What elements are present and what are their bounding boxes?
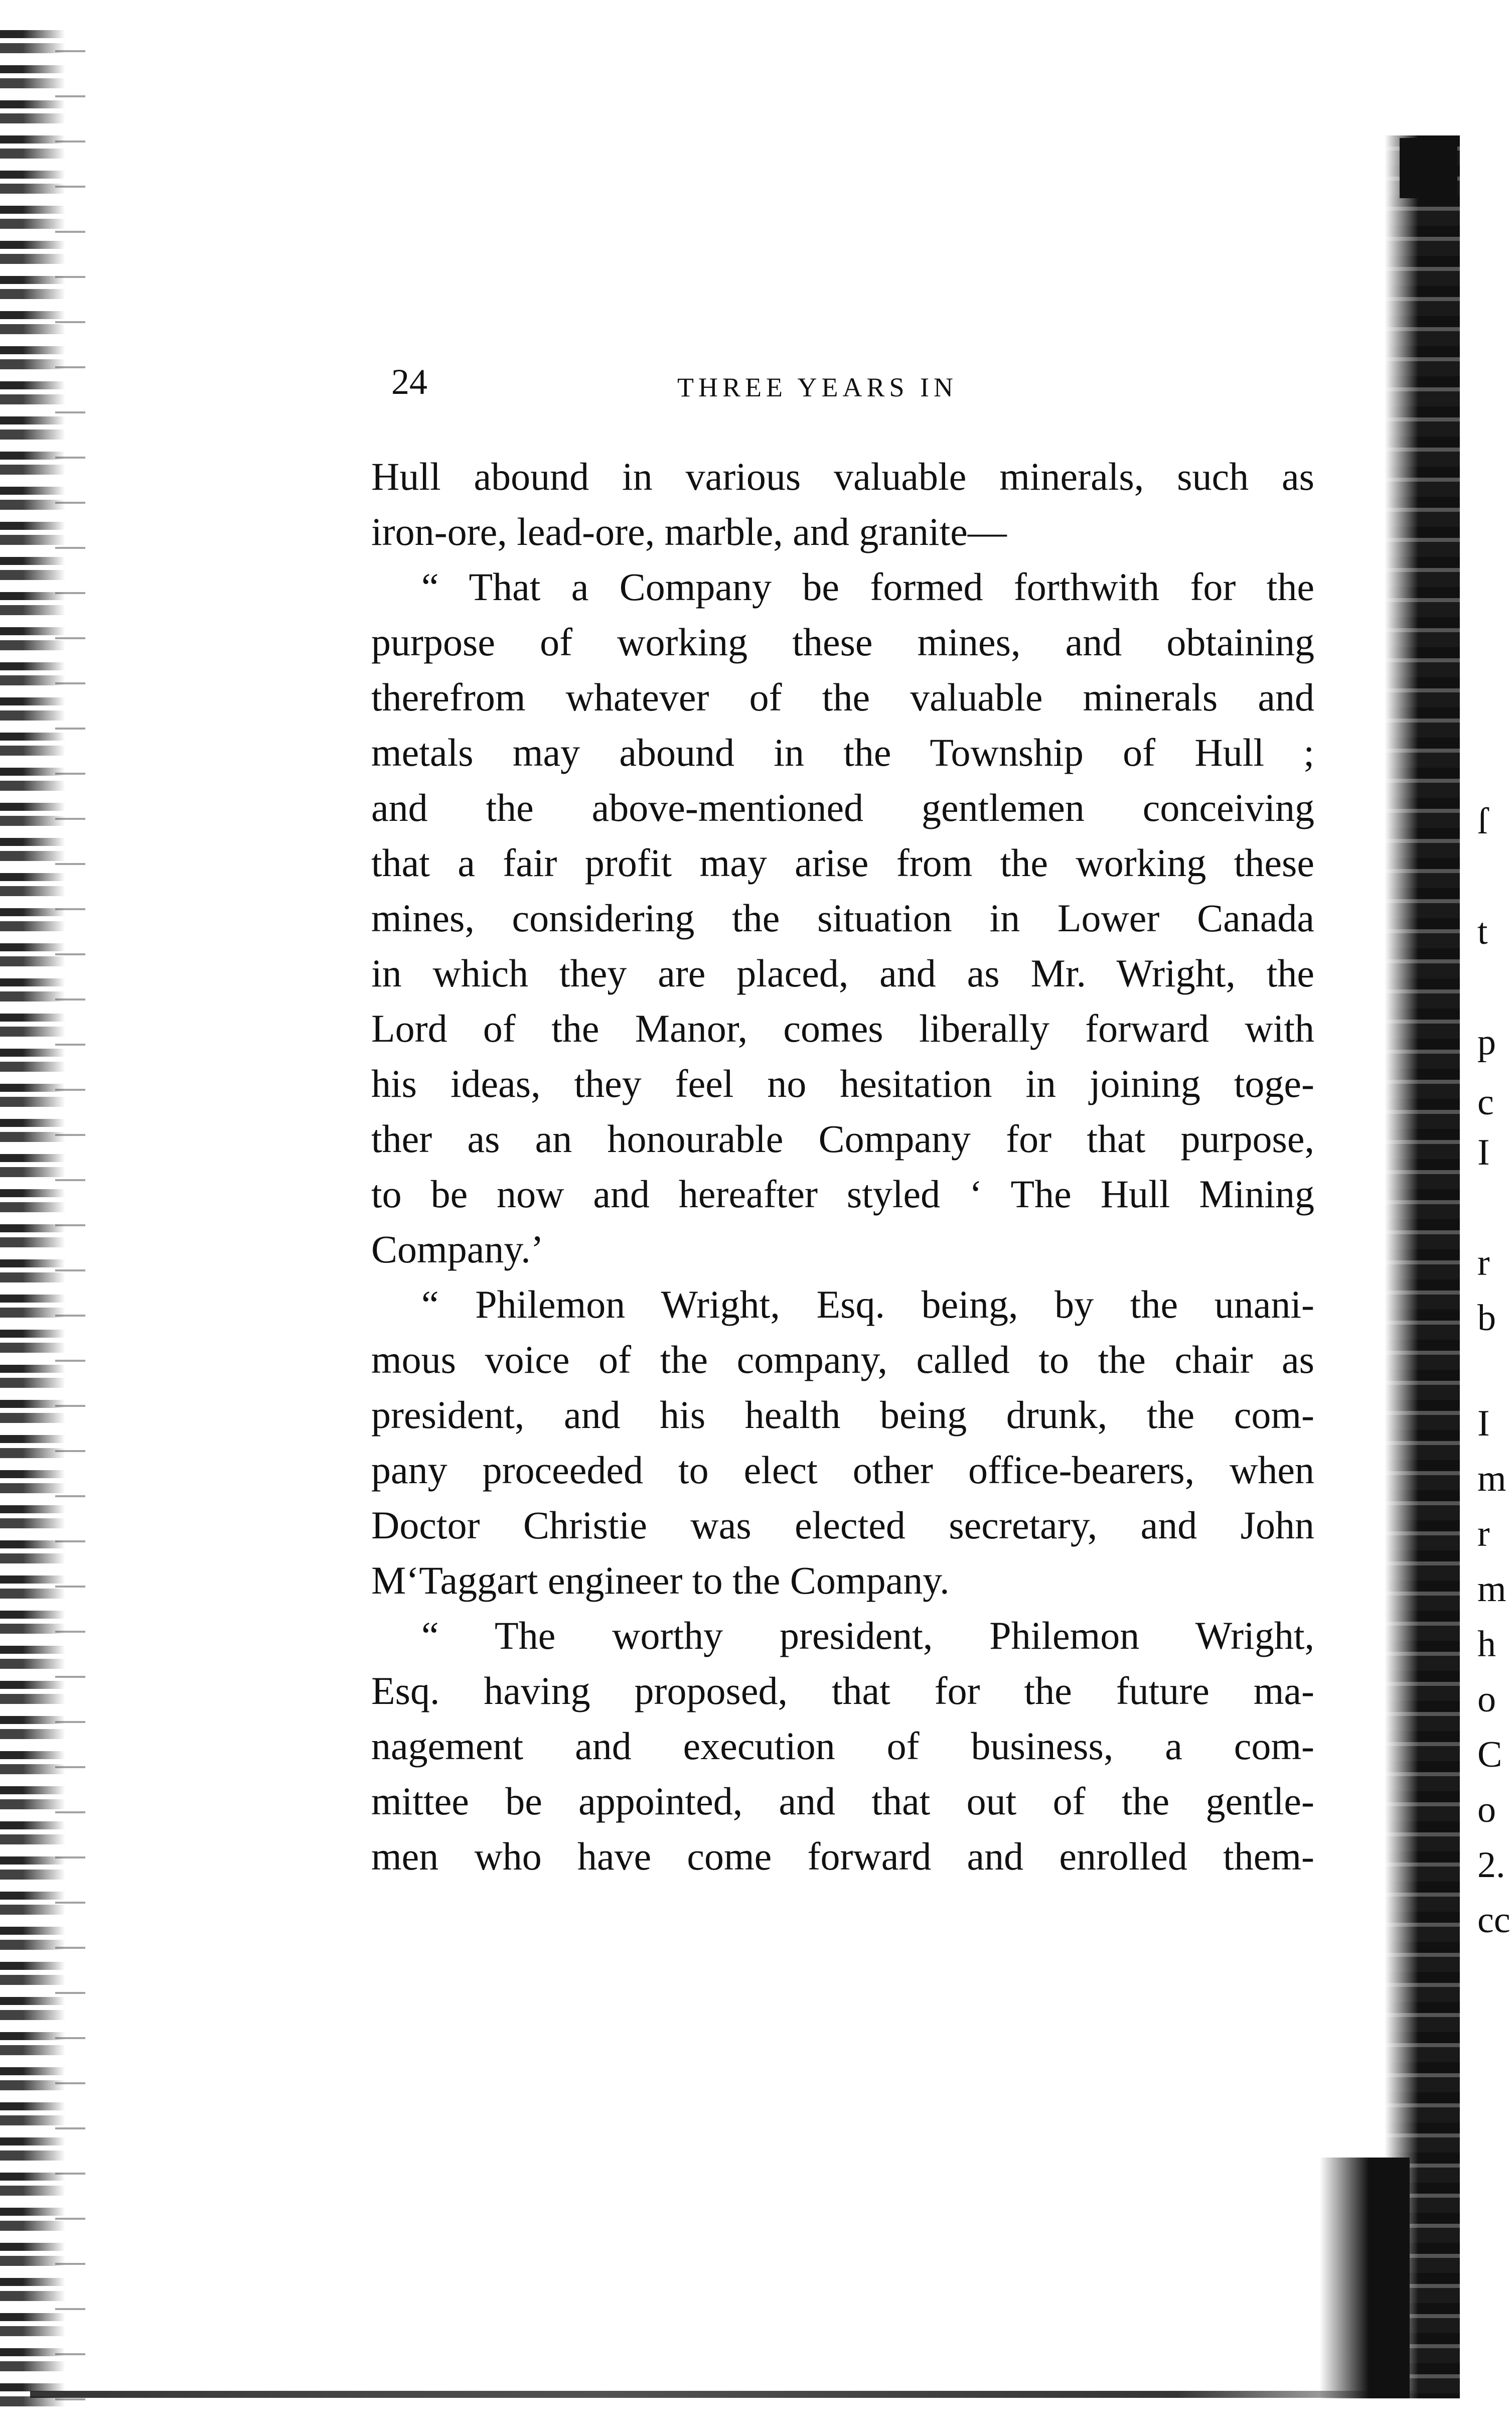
fragment-letter: r [1477,1242,1490,1283]
text-line: and the above-mentioned gentlemen conceiving [371,786,1314,829]
text-line: ther as an honourable Company for that purpose, [371,1117,1314,1161]
text-line: mous voice of the company, called to the chair as [371,1338,1314,1381]
fragment-letter: b [1477,1298,1496,1339]
fragment-letter: o [1477,1679,1496,1720]
text-line: men who have come forward and enrolled them- [371,1834,1314,1878]
fragment-letter: m [1477,1458,1506,1499]
text-line: Lord of the Manor, comes liberally forward with [371,1007,1314,1050]
fragment-letter: C [1477,1734,1502,1775]
running-head: THREE YEARS IN [677,372,958,402]
fragment-letter: m [1477,1568,1506,1610]
fragment-letter: cc [1477,1900,1510,1941]
text-line: “ That a Company be formed forthwith for the [421,565,1314,609]
fragment-letter: c [1477,1082,1494,1123]
text-line: purpose of working these mines, and obtaining [371,620,1314,664]
fragment-letter: h [1477,1624,1496,1665]
text-line: iron-ore, lead-ore, marble, and granite— [371,510,1007,553]
text-line: mines, considering the situation in Lower Canada [371,896,1314,940]
text-line: metals may abound in the Township of Hull ; [371,731,1314,774]
body-text [371,449,1314,1884]
text-line: mittee be appointed, and that out of the gentle- [371,1779,1314,1823]
text-line: Hull abound in various valuable minerals, such as [371,455,1314,498]
text-line: Doctor Christie was elected secretary, and John [371,1503,1314,1547]
text-line: to be now and hereafter styled ‘ The Hull Mining [371,1172,1314,1216]
text-line: president, and his health being drunk, the com- [371,1393,1314,1437]
fragment-letter: I [1477,1132,1490,1173]
fragment-letter: r [1477,1513,1490,1554]
fragment-letter: t [1477,911,1488,952]
fragment-letter: o [1477,1789,1496,1830]
text-line: “ Philemon Wright, Esq. being, by the unani- [421,1282,1314,1326]
gutter-shadow-bottom [1319,2158,1410,2398]
text-line: therefrom whatever of the valuable minerals and [371,675,1314,719]
fragment-letter: p [1477,1022,1496,1063]
page-bottom-edge [30,2391,1465,2398]
text-line: Esq. having proposed, that for the future ma- [371,1669,1314,1712]
text-line: in which they are placed, and as Mr. Wright, the [371,951,1314,995]
text-line: that a fair profit may arise from the working these [371,841,1314,885]
scan-speckle-left [55,50,85,2408]
gutter-shadow-right [1385,135,1460,2398]
text-line: nagement and execution of business, a com- [371,1724,1314,1768]
text-line: Company.’ [371,1227,544,1271]
fragment-letter: 2. [1477,1844,1505,1886]
gutter-shadow-top-block [1400,138,1457,198]
text-line: “ The worthy president, Philemon Wright, [421,1614,1314,1657]
fragment-letter: ſ [1477,801,1488,842]
text-line: pany proceeded to elect other office-bearers, when [371,1448,1314,1492]
fragment-letter: I [1477,1403,1490,1444]
text-line: M‘Taggart engineer to the Company. [371,1558,950,1602]
text-line: his ideas, they feel no hesitation in joining toge- [371,1062,1314,1105]
page-number: 24 [391,362,427,402]
